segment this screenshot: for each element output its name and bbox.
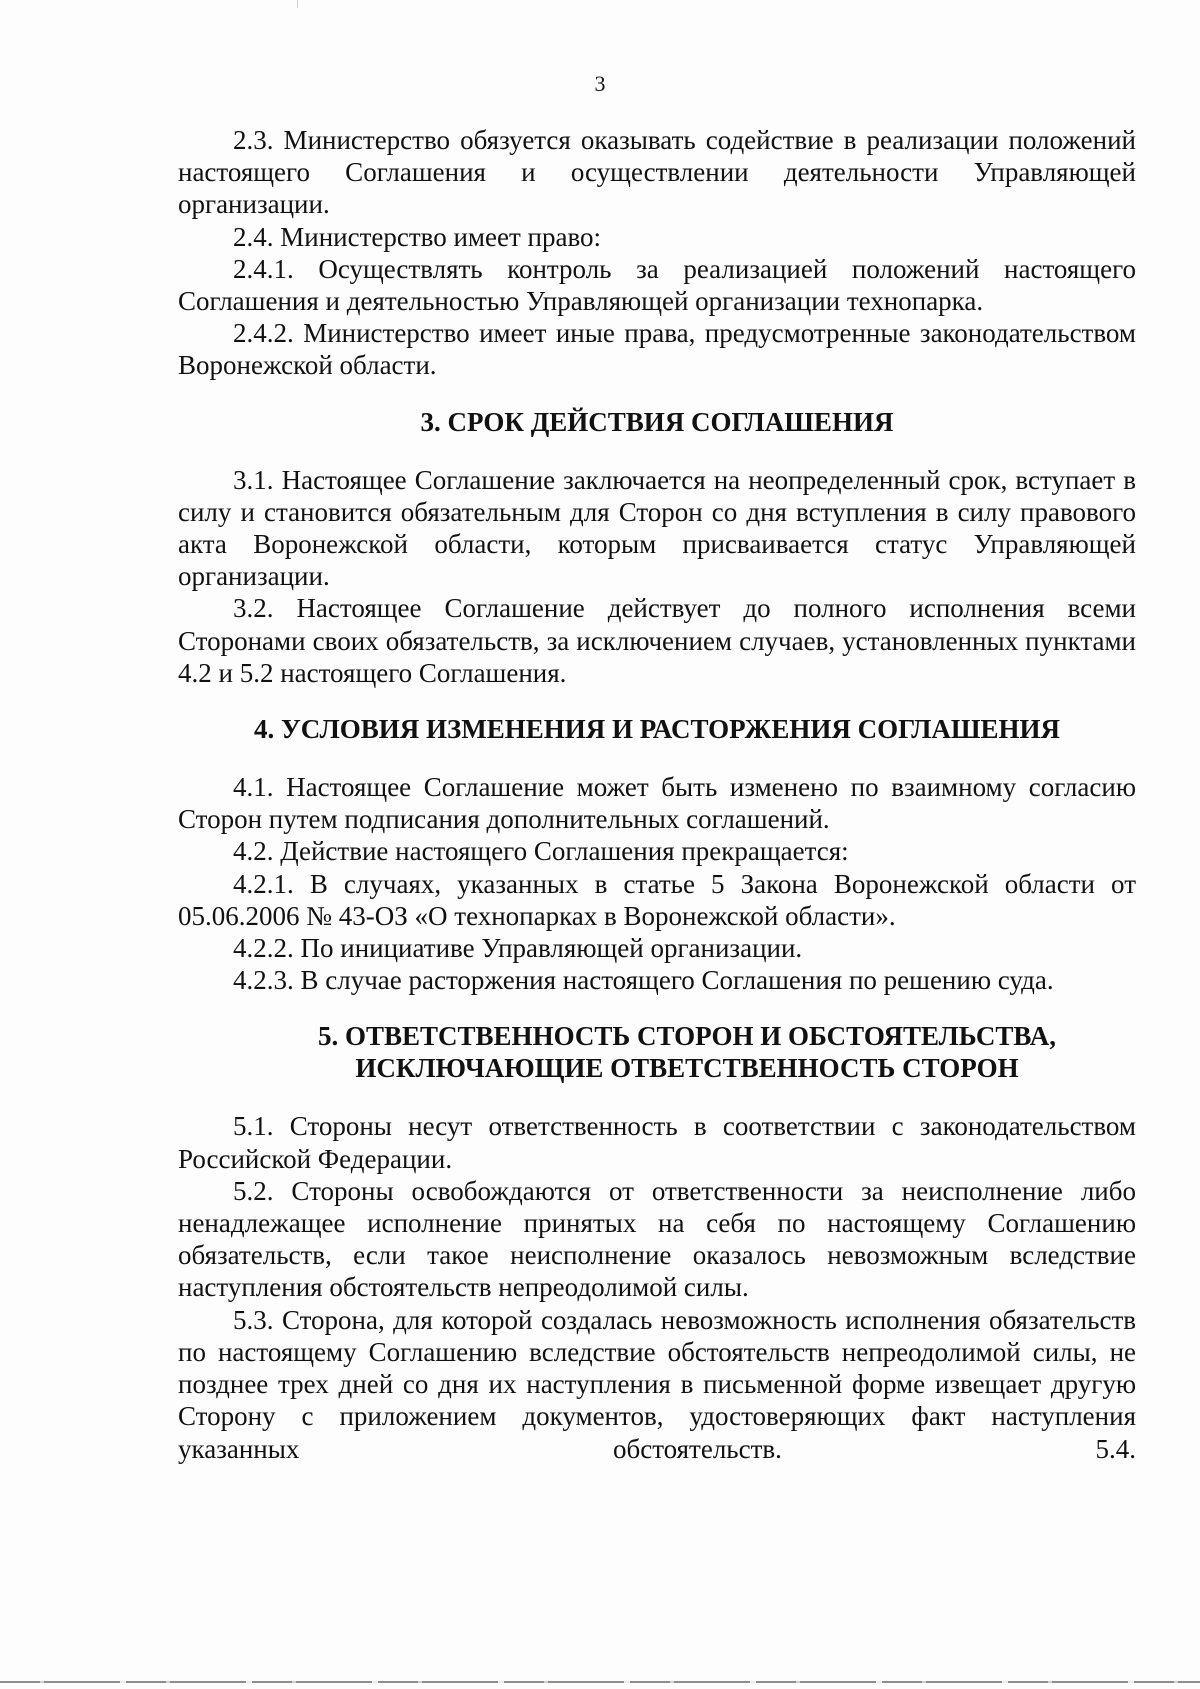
clause-4-1: 4.1. Настоящее Соглашение может быть изменено по взаимному согласию Сторон путем подписания дополнительных соглашений. (178, 772, 1136, 835)
document-body (178, 124, 1136, 1465)
clause-3-1: 3.1. Настоящее Соглашение заключается на неопределенный срок, вступает в силу и становится обязательным для Сторон со дня вступления в силу правового акта Воронежской области, которым присваивается статус Управляющей организации. (178, 464, 1136, 592)
clause-4-2-1: 4.2.1. В случаях, указанных в статье 5 Закона Воронежской области от 05.06.2006 № 43-ОЗ «О технопарках в Воронежской области». (178, 868, 1136, 931)
clause-4-2: 4.2. Действие настоящего Соглашения прекращается: (233, 836, 849, 867)
section-heading-5 (238, 1020, 1136, 1084)
scan-bottom-edge (0, 1681, 1200, 1683)
clause-3-2: 3.2. Настоящее Соглашение действует до полного исполнения всеми Сторонами своих обязательств, за исключением случаев, установленных пунктами 4.2 и 5.2 настоящего Соглашения. (178, 593, 1136, 688)
section-heading-5-line-1: 5. ОТВЕТСТВЕННОСТЬ СТОРОН И ОБСТОЯТЕЛЬСТВА, (318, 1021, 1056, 1052)
clause-5-1: 5.1. Стороны несут ответственность в соответствии с законодательством Российской Федерации. (178, 1111, 1136, 1174)
clause-4-2-3: 4.2.3. В случае расторжения настоящего Соглашения по решению суда. (233, 965, 1054, 996)
section-heading-5-line-2: ИСКЛЮЧАЮЩИЕ ОТВЕТСТВЕННОСТЬ СТОРОН (355, 1053, 1019, 1084)
section-heading-3: 3. СРОК ДЕЙСТВИЯ СОГЛАШЕНИЯ (420, 406, 894, 437)
page-number: 3 (594, 71, 606, 96)
section-heading-4: 4. УСЛОВИЯ ИЗМЕНЕНИЯ И РАСТОРЖЕНИЯ СОГЛАШЕНИЯ (253, 714, 1060, 745)
clause-2-4: 2.4. Министерство имеет право: (233, 221, 602, 252)
clause-2-4-2: 2.4.2. Министерство имеет иные права, предусмотренные законодательством Воронежской области. (178, 318, 1136, 381)
clause-4-2-2: 4.2.2. По инициативе Управляющей организации. (233, 933, 803, 964)
clause-2-4-1: 2.4.1. Осуществлять контроль за реализацией положений настоящего Соглашения и деятельностью Управляющей организации технопарка. (178, 253, 1136, 317)
scan-artifact-mark (297, 0, 298, 8)
clause-5-2: 5.2. Стороны освобождаются от ответственности за неисполнение либо ненадлежащее исполнение принятых на себя по настоящему Соглашению обязательств, если такое неисполнение оказалось невозможным вследствие наступления обстоятельств непреодолимой силы. (178, 1175, 1136, 1303)
clause-5-3: 5.3. Сторона, для которой создалась невозможность исполнения обязательств по настоящему Соглашению вследствие обстоятельств непреодолимой силы, не позднее трех дней со дня их наступления в письменной форме извещает другую Сторону с приложением документов, удостоверяющих факт наступления указанных обстоятельств. 5.4. (178, 1304, 1136, 1464)
clause-2-3: 2.3. Министерство обязуется оказывать содействие в реализации положений настоящего Соглашения и осуществлении деятельности Управляющей организации. (178, 125, 1136, 220)
